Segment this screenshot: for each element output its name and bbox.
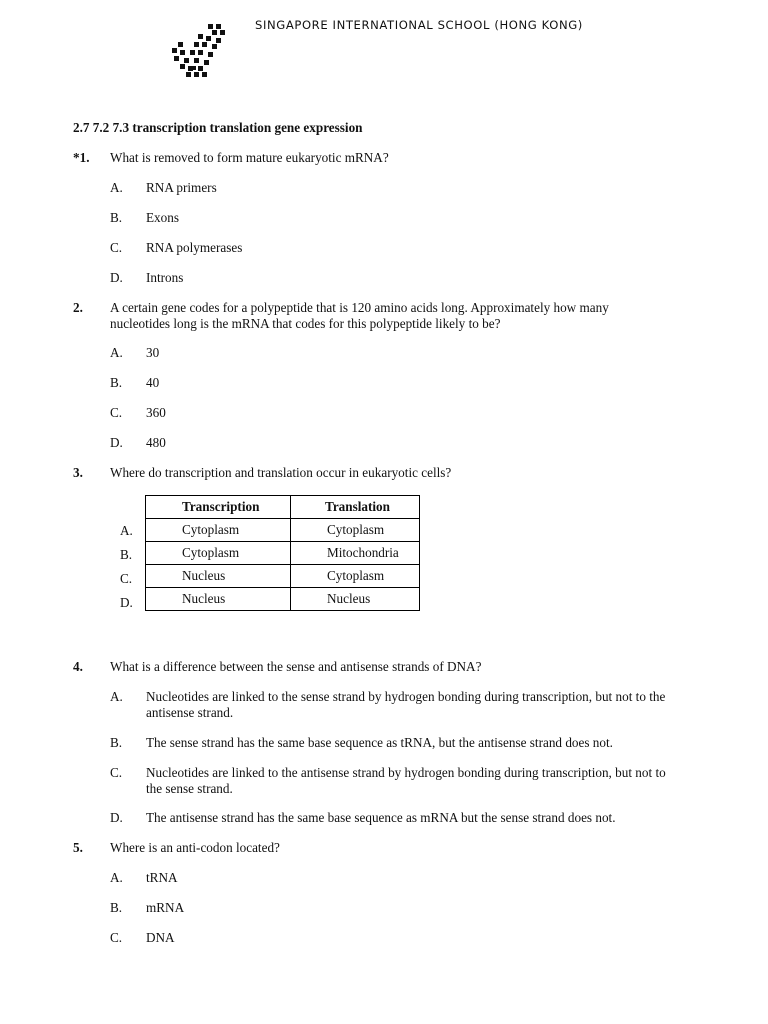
q2-option-a-letter: A. (110, 345, 123, 360)
q4-option-d-text: The antisense strand has the same base sequence as mRNA but the sense strand does not. (146, 810, 616, 825)
q2-option-d-letter: D. (110, 435, 123, 450)
table-row (146, 588, 420, 611)
q3-row-d-letter: D. (120, 595, 133, 610)
table-header-translation: Translation (291, 496, 420, 519)
table-row (146, 519, 420, 542)
q4-option-b-letter: B. (110, 735, 123, 750)
q4-option-c-letter: C. (110, 765, 123, 780)
q4-option-c-text: Nucleotides are linked to the antisense strand by hydrogen bonding during transcription, but not to the sense strand. (146, 765, 666, 796)
table-header-transcription: Transcription (146, 496, 291, 519)
q4-option-a-letter: A. (110, 689, 123, 704)
q3-row-b-letter: B. (120, 547, 133, 562)
question-3-number: 3. (73, 465, 83, 480)
table-row (146, 542, 420, 565)
q1-option-b-text: Exons (146, 210, 179, 225)
question-4-text: What is a difference between the sense and antisense strands of DNA? (110, 659, 482, 674)
question-1-text: What is removed to form mature eukaryotic mRNA? (110, 150, 389, 165)
q2-option-c-letter: C. (110, 405, 123, 420)
q1-option-d-text: Introns (146, 270, 184, 285)
table-cell: Nucleus (291, 588, 420, 611)
page-title: 2.7 7.2 7.3 transcription translation gene expression (73, 120, 363, 135)
table-cell: Nucleus (146, 588, 291, 611)
table-row (146, 565, 420, 588)
q1-option-a-letter: A. (110, 180, 123, 195)
table-cell: Cytoplasm (146, 519, 291, 542)
question-5-text: Where is an anti-codon located? (110, 840, 280, 855)
question-5-number: 5. (73, 840, 83, 855)
question-2-number: 2. (73, 300, 83, 315)
q3-row-a-letter: A. (120, 523, 133, 538)
q4-option-a-text: Nucleotides are linked to the sense strand by hydrogen bonding during transcription, but not to the antisense strand. (146, 689, 666, 720)
school-name: SINGAPORE INTERNATIONAL SCHOOL (HONG KONG) (255, 18, 583, 32)
q2-option-b-text: 40 (146, 375, 160, 390)
q5-option-b-letter: B. (110, 900, 123, 915)
table-cell: Cytoplasm (291, 565, 420, 588)
q1-option-b-letter: B. (110, 210, 123, 225)
question-1-number: *1. (73, 150, 90, 165)
q5-option-c-text: DNA (146, 930, 175, 945)
question-4-number: 4. (73, 659, 83, 674)
q5-option-a-letter: A. (110, 870, 123, 885)
q2-option-c-text: 360 (146, 405, 166, 420)
q1-option-a-text: RNA primers (146, 180, 217, 195)
q1-option-c-text: RNA polymerases (146, 240, 243, 255)
table-cell: Nucleus (146, 565, 291, 588)
table-cell: Cytoplasm (291, 519, 420, 542)
answer-table (145, 495, 420, 611)
q4-option-d-letter: D. (110, 810, 123, 825)
school-logo-icon (168, 22, 230, 80)
q3-row-c-letter: C. (120, 571, 133, 586)
q5-option-b-text: mRNA (146, 900, 185, 915)
question-2-text: A certain gene codes for a polypeptide that is 120 amino acids long. Approximately how many nucleotides long is the mRNA that codes for this polypeptide likely to be? (110, 300, 609, 331)
q4-option-b-text: The sense strand has the same base sequence as tRNA, but the antisense strand does not. (146, 735, 613, 750)
q1-option-d-letter: D. (110, 270, 123, 285)
table-cell: Mitochondria (291, 542, 420, 565)
q2-option-d-text: 480 (146, 435, 166, 450)
question-3-text: Where do transcription and translation occur in eukaryotic cells? (110, 465, 452, 480)
table-header-row (146, 496, 420, 519)
q2-option-a-text: 30 (146, 345, 160, 360)
q1-option-c-letter: C. (110, 240, 123, 255)
q2-option-b-letter: B. (110, 375, 123, 390)
q5-option-a-text: tRNA (146, 870, 178, 885)
table-cell: Cytoplasm (146, 542, 291, 565)
q5-option-c-letter: C. (110, 930, 123, 945)
